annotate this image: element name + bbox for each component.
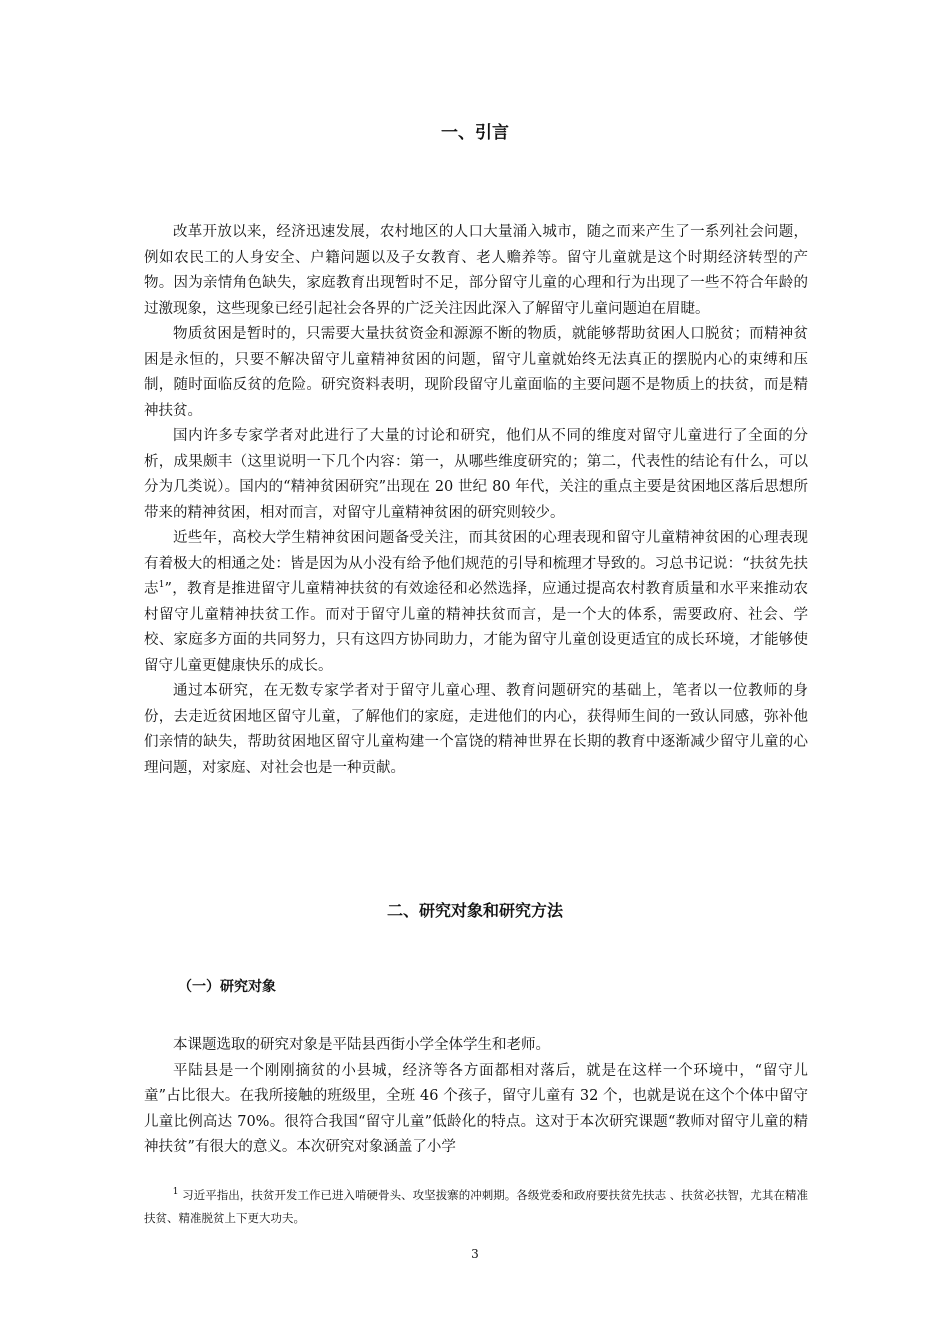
footnote-text — [144, 1184, 808, 1230]
paragraph: 通过本研究，在无数专家学者对于留守儿童心理、教育问题研究的基础上，笔者以一位教师的身份，去走近贫困地区留守儿童，了解他们的家庭，走进他们的内心，获得师生间的一致认同感，弥补他们亲情的缺失，帮助贫困地区留守儿童构建一个富饶的精神世界在长期的教育中逐渐减少留守儿童的心理问题，对家庭、对社会也是一种贡献。 — [144, 683, 808, 776]
page-number: 3 — [471, 1247, 479, 1261]
section-1-body — [144, 220, 808, 781]
paragraph: 本课题选取的研究对象是平陆县西街小学全体学生和老师。 — [173, 1037, 550, 1053]
footnote-mark: 1 — [172, 1187, 179, 1198]
paragraph-text: ”，教育是推进留守儿童精神扶贫的有效途径和必然选择，应通过提高农村教育质量和水平来推动农村留守儿童精神扶贫工作。而对于留守儿童的精神扶贫而言，是一个大的体系，需要政府、社会、学校、家庭多方面的共同努力，只有这四方协同助力，才能为留守儿童创设更适宜的成长环境，才能够使留守儿童更健康快乐的成长。 — [144, 581, 808, 674]
paragraph — [144, 526, 808, 679]
footnote — [144, 1184, 808, 1230]
section-2-body — [144, 1033, 808, 1161]
section-1-title: 一、引言 — [441, 123, 509, 143]
paragraph-text: 近些年，高校大学生精神贫困问题备受关注，而其贫困的心理表现和留守儿童精神贫困的心理表现有着极大的相通之处：皆是因为从小没有给予他们规范的引导和梳理才导致的。习总书记说：“扶贫先扶志 — [144, 530, 808, 597]
paragraph: 平陆县是一个刚刚摘贫的小县城，经济等各方面都相对落后，就是在这样一个环境中，“留守儿童”占比很大。在我所接触的班级里，全班 46 个孩子，留守儿童有 32 个，也就是说在这个个体中留守儿童比例高达 70%。很符合我国“留守儿童”低龄化的特点。这对于本次研究课题“教师对留守儿童的精神扶贫”有很大的意义。本次研究对象涵盖了小学 — [144, 1062, 808, 1155]
section-2-title: 二、研究对象和研究方法 — [386, 901, 563, 920]
subsection-title: （一）研究对象 — [178, 979, 276, 995]
footnote-body: 习近平指出，扶贫开发工作已进入啃硬骨头、攻坚拔寨的冲刺期。各级党委和政府要扶贫先扶志 、扶贫必扶智，尤其在精准扶贫、精准脱贫上下更大功夫。 — [144, 1188, 809, 1225]
paragraph: 国内许多专家学者对此进行了大量的讨论和研究，他们从不同的维度对留守儿童进行了全面的分析，成果颇丰（这里说明一下几个内容：第一，从哪些维度研究的；第二，代表性的结论有什么，可以分为几类说）。国内的“精神贫困研究”出现在 20 世纪 80 年代，关注的重点主要是贫困地区落后思想所带来的精神贫困，相对而言，对留守儿童精神贫困的研究则较少。 — [144, 428, 808, 521]
paragraph: 物质贫困是暂时的，只需要大量扶贫资金和源源不断的物质，就能够帮助贫困人口脱贫；而精神贫困是永恒的，只要不解决留守儿童精神贫困的问题，留守儿童就始终无法真正的摆脱内心的束缚和压制，随时面临反贫的危险。研究资料表明，现阶段留守儿童面临的主要问题不是物质上的扶贫，而是精神扶贫。 — [144, 326, 808, 419]
footnote-reference[interactable]: 1 — [158, 580, 165, 591]
paragraph: 改革开放以来，经济迅速发展，农村地区的人口大量涌入城市，随之而来产生了一系列社会问题，例如农民工的人身安全、户籍问题以及子女教育、老人赡养等。留守儿童就是这个时期经济转型的产物。因为亲情角色缺失，家庭教育出现暂时不足，部分留守儿童的心理和行为出现了一些不符合年龄的过激现象，这些现象已经引起社会各界的广泛关注因此深入了解留守儿童问题迫在眉睫。 — [144, 224, 808, 317]
